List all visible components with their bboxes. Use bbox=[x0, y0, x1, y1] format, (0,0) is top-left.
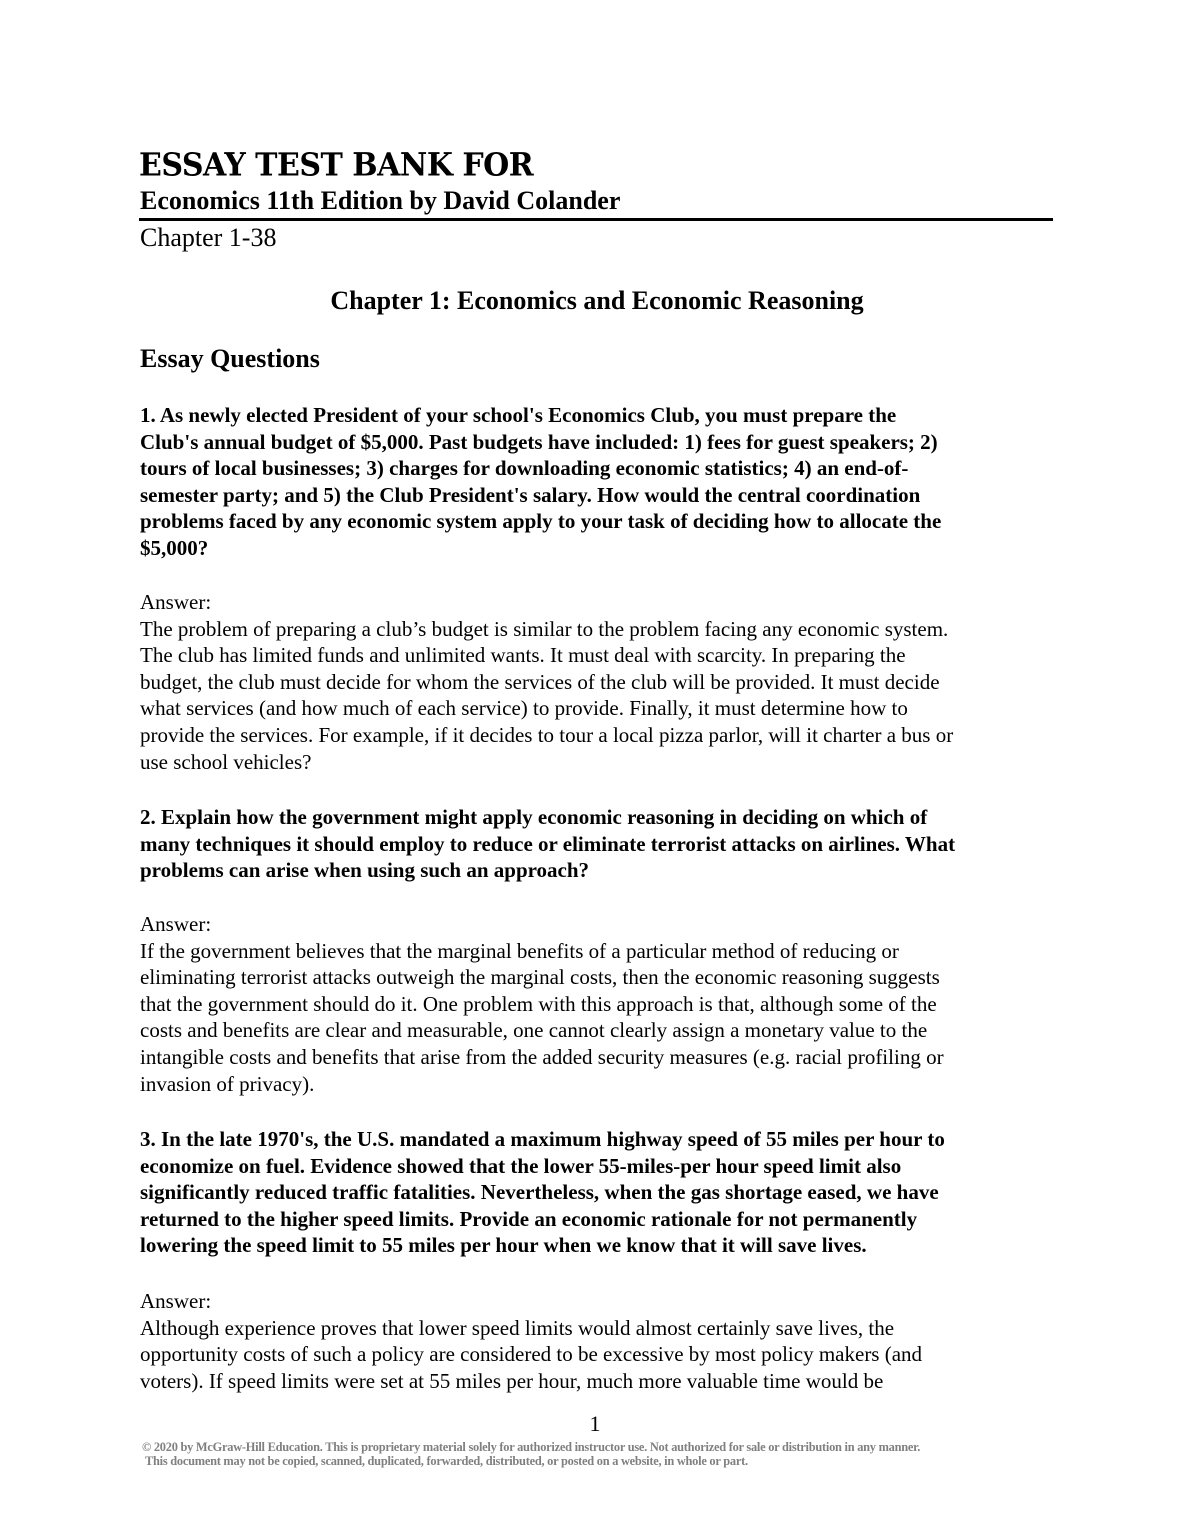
copyright-footer bbox=[142, 1440, 920, 1468]
answer-label: Answer: bbox=[140, 590, 212, 614]
question-line: problems faced by any economic system apply to your task of deciding how to allocate the bbox=[140, 509, 942, 534]
question-line: returned to the higher speed limits. Provide an economic rationale for not permanently bbox=[140, 1206, 918, 1231]
answer-line: The club has limited funds and unlimited wants. It must deal with scarcity. In preparing the bbox=[140, 643, 906, 668]
answer-line: budget, the club must decide for whom the services of the club will be provided. It must decide bbox=[140, 669, 940, 694]
section-heading: Essay Questions bbox=[140, 344, 320, 373]
question-line: problems can arise when using such an approach? bbox=[140, 858, 590, 883]
book-title: Economics 11th Edition by David Colander bbox=[140, 186, 621, 215]
question-line: significantly reduced traffic fatalities. Nevertheless, when the gas shortage eased, we have bbox=[140, 1180, 939, 1205]
answer-line: use school vehicles? bbox=[140, 749, 312, 774]
answer-2 bbox=[140, 911, 1060, 1097]
answer-3 bbox=[140, 1288, 1060, 1394]
answer-line: eliminating terrorist attacks outweigh the marginal costs, then the economic reasoning suggests bbox=[140, 965, 940, 990]
header-rule bbox=[139, 218, 1053, 221]
question-line: lowering the speed limit to 55 miles per hour when we know that it will save lives. bbox=[140, 1233, 867, 1258]
copyright-line: This document may not be copied, scanned, duplicated, forwarded, distributed, or posted on a website, in whole or part. bbox=[145, 1454, 748, 1468]
chapter-title: Chapter 1: Economics and Economic Reasoning bbox=[330, 286, 864, 315]
question-line: economize on fuel. Evidence showed that the lower 55-miles-per hour speed limit also bbox=[140, 1153, 902, 1178]
question-line: 1. As newly elected President of your school's Economics Club, you must prepare the bbox=[140, 403, 897, 427]
answer-1 bbox=[140, 589, 1060, 775]
page-number: 1 bbox=[589, 1411, 601, 1436]
question-line: 2. Explain how the government might apply economic reasoning in deciding on which of bbox=[140, 805, 928, 829]
question-line: many techniques it should employ to reduce or eliminate terrorist attacks on airlines. What bbox=[140, 831, 956, 856]
answer-line: provide the services. For example, if it decides to tour a local pizza parlor, will it charter a bus or bbox=[140, 722, 954, 747]
answer-line: voters). If speed limits were set at 55 miles per hour, much more valuable time would be bbox=[140, 1368, 884, 1393]
answer-line: that the government should do it. One problem with this approach is that, although some of the bbox=[140, 991, 937, 1016]
question-line: $5,000? bbox=[140, 535, 209, 560]
question-line: tours of local businesses; 3) charges for downloading economic statistics; 4) an end-of- bbox=[140, 456, 909, 481]
question-line: semester party; and 5) the Club President's salary. How would the central coordination bbox=[140, 482, 921, 507]
answer-line: invasion of privacy). bbox=[140, 1071, 315, 1096]
answer-line: what services (and how much of each service) to provide. Finally, it must determine how to bbox=[140, 696, 908, 721]
copyright-line: © 2020 by McGraw-Hill Education. This is proprietary material solely for authorized instructor use. Not authorized for sale or distribution in any manner. bbox=[142, 1440, 921, 1454]
answer-line: costs and benefits are clear and measurable, one cannot clearly assign a monetary value to the bbox=[140, 1018, 928, 1043]
question-2 bbox=[140, 804, 1060, 884]
chapter-range: Chapter 1-38 bbox=[140, 223, 277, 252]
answer-line: If the government believes that the marginal benefits of a particular method of reducing or bbox=[140, 938, 899, 963]
question-line: Club's annual budget of $5,000. Past budgets have included: 1) fees for guest speakers; 2) bbox=[140, 429, 938, 454]
question-1 bbox=[140, 402, 1060, 562]
answer-line: The problem of preparing a club’s budget is similar to the problem facing any economic system. bbox=[140, 616, 949, 641]
answer-line: intangible costs and benefits that arise from the added security measures (e.g. racial profiling or bbox=[140, 1044, 944, 1069]
answer-label: Answer: bbox=[140, 912, 212, 936]
answer-line: opportunity costs of such a policy are considered to be excessive by most policy makers (and bbox=[140, 1342, 923, 1367]
question-line: 3. In the late 1970's, the U.S. mandated a maximum highway speed of 55 miles per hour to bbox=[140, 1127, 945, 1151]
banner-title: ESSAY TEST BANK FOR bbox=[139, 146, 534, 184]
answer-line: Although experience proves that lower speed limits would almost certainly save lives, the bbox=[140, 1315, 895, 1340]
question-3 bbox=[140, 1126, 1060, 1259]
answer-label: Answer: bbox=[140, 1289, 212, 1313]
